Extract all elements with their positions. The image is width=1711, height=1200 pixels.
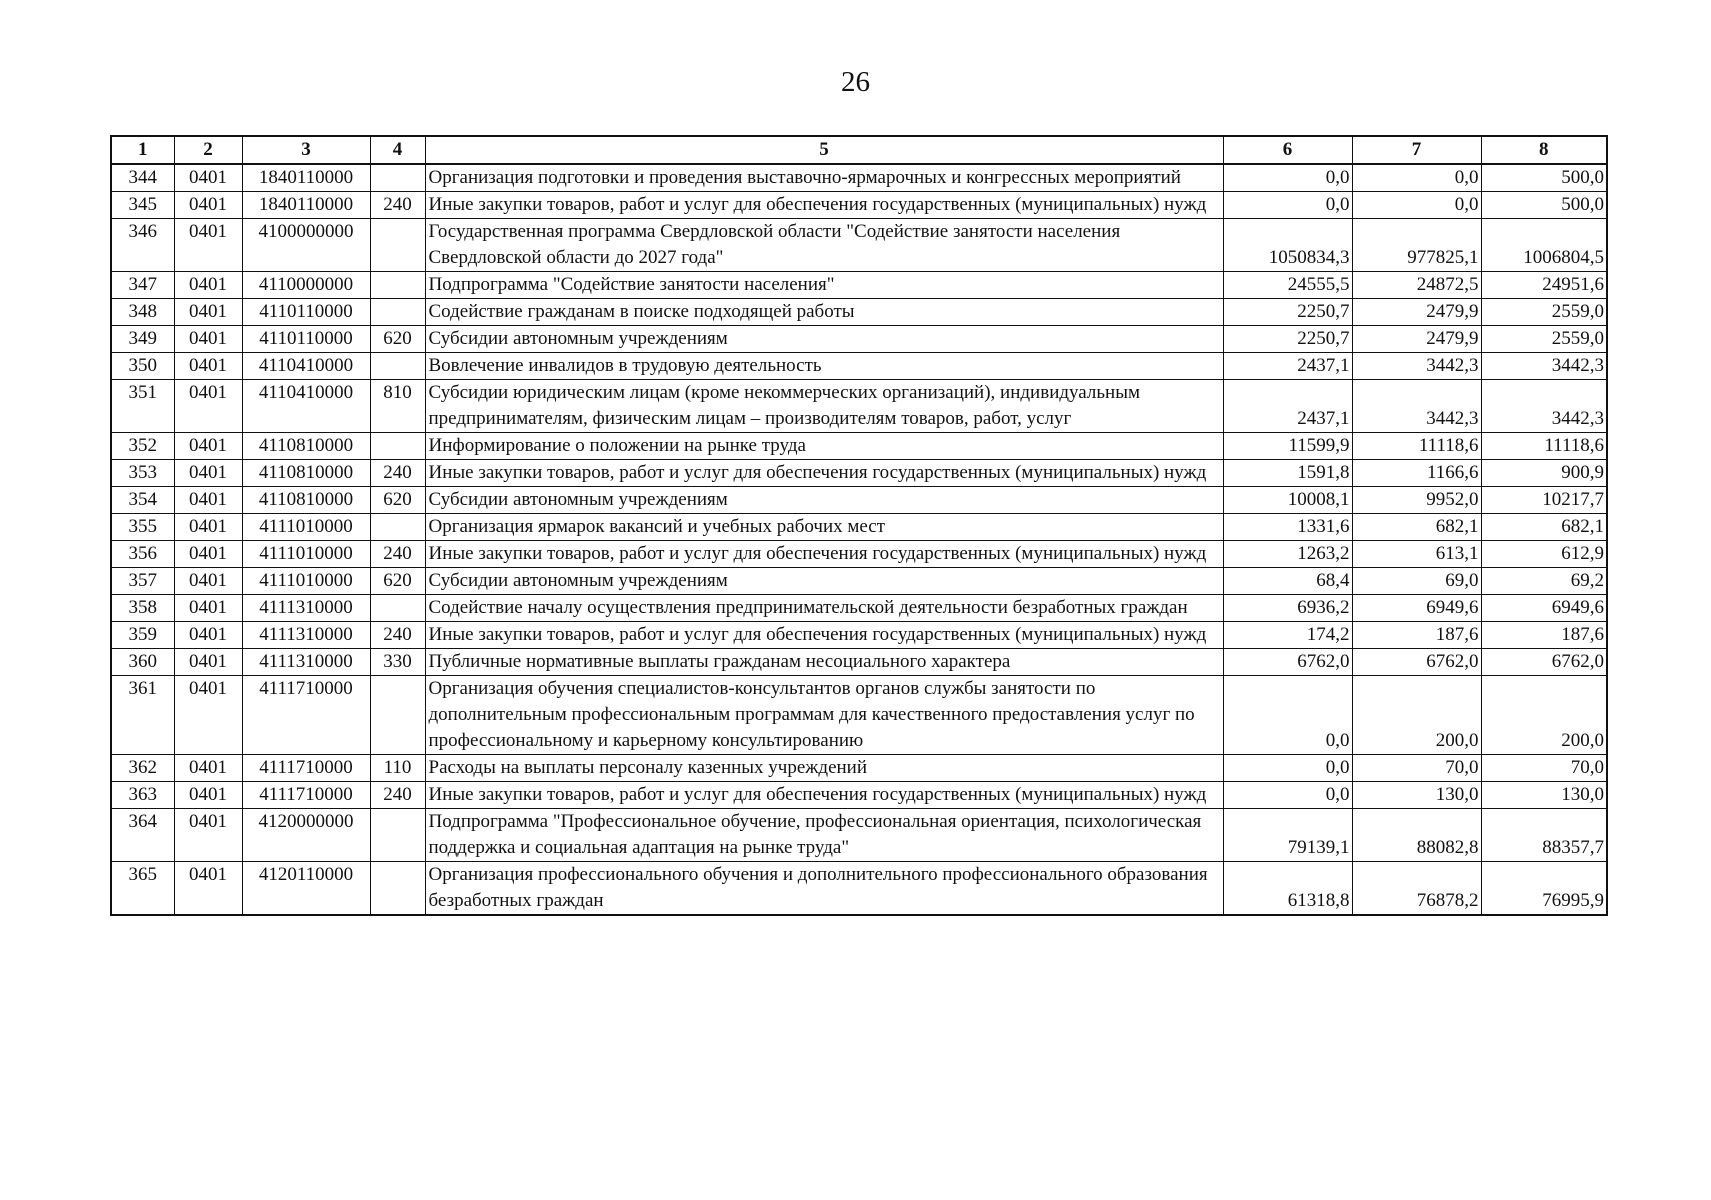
target-code-cell: 4110810000 <box>242 487 370 514</box>
table-body <box>111 164 1607 915</box>
amount-col8-cell: 187,6 <box>1481 622 1607 649</box>
table-row <box>111 622 1607 649</box>
column-header: 4 <box>370 136 425 164</box>
expense-type-cell <box>370 219 425 272</box>
row-number-cell: 361 <box>111 676 174 755</box>
item-name-cell: Субсидии автономным учреждениям <box>425 487 1223 514</box>
section-code-cell: 0401 <box>174 326 242 353</box>
amount-col6-cell: 2437,1 <box>1223 380 1352 433</box>
section-code-cell: 0401 <box>174 782 242 809</box>
row-number-cell: 346 <box>111 219 174 272</box>
amount-col7-cell: 613,1 <box>1352 541 1481 568</box>
expense-type-cell <box>370 676 425 755</box>
amount-col7-cell: 88082,8 <box>1352 809 1481 862</box>
row-number-cell: 351 <box>111 380 174 433</box>
expense-type-cell: 620 <box>370 568 425 595</box>
amount-col8-cell: 76995,9 <box>1481 862 1607 916</box>
item-name-cell: Иные закупки товаров, работ и услуг для обеспечения государственных (муниципальных) нужд <box>425 541 1223 568</box>
row-number-cell: 347 <box>111 272 174 299</box>
row-number-cell: 358 <box>111 595 174 622</box>
amount-col6-cell: 10008,1 <box>1223 487 1352 514</box>
target-code-cell: 4100000000 <box>242 219 370 272</box>
amount-col8-cell: 900,9 <box>1481 460 1607 487</box>
amount-col7-cell: 3442,3 <box>1352 353 1481 380</box>
table-row <box>111 326 1607 353</box>
budget-table <box>110 135 1608 916</box>
amount-col6-cell: 6762,0 <box>1223 649 1352 676</box>
section-code-cell: 0401 <box>174 676 242 755</box>
item-name-cell: Подпрограмма "Профессиональное обучение, профессиональная ориентация, психологическая поддержка и социальная адаптация на рынке труда" <box>425 809 1223 862</box>
amount-col7-cell: 70,0 <box>1352 755 1481 782</box>
table-row <box>111 164 1607 192</box>
item-name-cell: Расходы на выплаты персоналу казенных учреждений <box>425 755 1223 782</box>
amount-col8-cell: 3442,3 <box>1481 353 1607 380</box>
target-code-cell: 4111310000 <box>242 622 370 649</box>
expense-type-cell <box>370 862 425 916</box>
row-number-cell: 365 <box>111 862 174 916</box>
amount-col7-cell: 130,0 <box>1352 782 1481 809</box>
column-header: 6 <box>1223 136 1352 164</box>
table-row <box>111 192 1607 219</box>
table-row <box>111 809 1607 862</box>
amount-col8-cell: 130,0 <box>1481 782 1607 809</box>
table-row <box>111 676 1607 755</box>
item-name-cell: Организация подготовки и проведения выставочно-ярмарочных и конгрессных мероприятий <box>425 164 1223 192</box>
column-header: 3 <box>242 136 370 164</box>
target-code-cell: 4111010000 <box>242 568 370 595</box>
expense-type-cell <box>370 433 425 460</box>
amount-col6-cell: 1331,6 <box>1223 514 1352 541</box>
amount-col6-cell: 24555,5 <box>1223 272 1352 299</box>
amount-col6-cell: 0,0 <box>1223 192 1352 219</box>
expense-type-cell: 240 <box>370 460 425 487</box>
amount-col8-cell: 24951,6 <box>1481 272 1607 299</box>
amount-col8-cell: 3442,3 <box>1481 380 1607 433</box>
target-code-cell: 4111010000 <box>242 541 370 568</box>
amount-col6-cell: 2250,7 <box>1223 299 1352 326</box>
table-row <box>111 460 1607 487</box>
amount-col7-cell: 6949,6 <box>1352 595 1481 622</box>
row-number-cell: 356 <box>111 541 174 568</box>
row-number-cell: 344 <box>111 164 174 192</box>
table-row <box>111 433 1607 460</box>
target-code-cell: 4111710000 <box>242 676 370 755</box>
table-row <box>111 568 1607 595</box>
amount-col6-cell: 61318,8 <box>1223 862 1352 916</box>
header-row <box>111 136 1607 164</box>
row-number-cell: 349 <box>111 326 174 353</box>
expense-type-cell: 240 <box>370 541 425 568</box>
row-number-cell: 363 <box>111 782 174 809</box>
column-header: 1 <box>111 136 174 164</box>
expense-type-cell: 620 <box>370 487 425 514</box>
expense-type-cell <box>370 164 425 192</box>
row-number-cell: 350 <box>111 353 174 380</box>
table-row <box>111 514 1607 541</box>
expense-type-cell: 110 <box>370 755 425 782</box>
section-code-cell: 0401 <box>174 192 242 219</box>
amount-col8-cell: 2559,0 <box>1481 326 1607 353</box>
section-code-cell: 0401 <box>174 541 242 568</box>
amount-col7-cell: 977825,1 <box>1352 219 1481 272</box>
section-code-cell: 0401 <box>174 568 242 595</box>
amount-col7-cell: 2479,9 <box>1352 326 1481 353</box>
amount-col8-cell: 500,0 <box>1481 164 1607 192</box>
column-header: 5 <box>425 136 1223 164</box>
amount-col6-cell: 1591,8 <box>1223 460 1352 487</box>
amount-col8-cell: 2559,0 <box>1481 299 1607 326</box>
target-code-cell: 1840110000 <box>242 192 370 219</box>
section-code-cell: 0401 <box>174 353 242 380</box>
table-row <box>111 380 1607 433</box>
expense-type-cell: 240 <box>370 782 425 809</box>
amount-col7-cell: 76878,2 <box>1352 862 1481 916</box>
section-code-cell: 0401 <box>174 595 242 622</box>
amount-col6-cell: 6936,2 <box>1223 595 1352 622</box>
amount-col6-cell: 2437,1 <box>1223 353 1352 380</box>
amount-col8-cell: 612,9 <box>1481 541 1607 568</box>
amount-col6-cell: 0,0 <box>1223 755 1352 782</box>
table-row <box>111 649 1607 676</box>
expense-type-cell: 810 <box>370 380 425 433</box>
target-code-cell: 4110410000 <box>242 353 370 380</box>
target-code-cell: 4110810000 <box>242 460 370 487</box>
table-row <box>111 487 1607 514</box>
section-code-cell: 0401 <box>174 514 242 541</box>
expense-type-cell: 620 <box>370 326 425 353</box>
amount-col8-cell: 6949,6 <box>1481 595 1607 622</box>
amount-col7-cell: 682,1 <box>1352 514 1481 541</box>
amount-col8-cell: 70,0 <box>1481 755 1607 782</box>
amount-col8-cell: 10217,7 <box>1481 487 1607 514</box>
item-name-cell: Подпрограмма "Содействие занятости населения" <box>425 272 1223 299</box>
table-row <box>111 862 1607 916</box>
row-number-cell: 364 <box>111 809 174 862</box>
column-header: 7 <box>1352 136 1481 164</box>
target-code-cell: 4110110000 <box>242 299 370 326</box>
row-number-cell: 362 <box>111 755 174 782</box>
amount-col6-cell: 174,2 <box>1223 622 1352 649</box>
amount-col8-cell: 11118,6 <box>1481 433 1607 460</box>
amount-col7-cell: 187,6 <box>1352 622 1481 649</box>
item-name-cell: Иные закупки товаров, работ и услуг для обеспечения государственных (муниципальных) нужд <box>425 782 1223 809</box>
amount-col8-cell: 200,0 <box>1481 676 1607 755</box>
section-code-cell: 0401 <box>174 433 242 460</box>
target-code-cell: 4110110000 <box>242 326 370 353</box>
item-name-cell: Субсидии автономным учреждениям <box>425 326 1223 353</box>
amount-col7-cell: 69,0 <box>1352 568 1481 595</box>
page-number: 26 <box>841 66 870 98</box>
row-number-cell: 352 <box>111 433 174 460</box>
item-name-cell: Иные закупки товаров, работ и услуг для обеспечения государственных (муниципальных) нужд <box>425 192 1223 219</box>
section-code-cell: 0401 <box>174 460 242 487</box>
section-code-cell: 0401 <box>174 622 242 649</box>
amount-col7-cell: 1166,6 <box>1352 460 1481 487</box>
item-name-cell: Иные закупки товаров, работ и услуг для обеспечения государственных (муниципальных) нужд <box>425 460 1223 487</box>
row-number-cell: 353 <box>111 460 174 487</box>
amount-col7-cell: 3442,3 <box>1352 380 1481 433</box>
amount-col7-cell: 200,0 <box>1352 676 1481 755</box>
row-number-cell: 348 <box>111 299 174 326</box>
item-name-cell: Информирование о положении на рынке труда <box>425 433 1223 460</box>
expense-type-cell: 330 <box>370 649 425 676</box>
row-number-cell: 345 <box>111 192 174 219</box>
table-row <box>111 272 1607 299</box>
amount-col6-cell: 68,4 <box>1223 568 1352 595</box>
target-code-cell: 4110410000 <box>242 380 370 433</box>
target-code-cell: 4111710000 <box>242 782 370 809</box>
amount-col7-cell: 11118,6 <box>1352 433 1481 460</box>
target-code-cell: 1840110000 <box>242 164 370 192</box>
amount-col8-cell: 682,1 <box>1481 514 1607 541</box>
item-name-cell: Вовлечение инвалидов в трудовую деятельность <box>425 353 1223 380</box>
amount-col7-cell: 9952,0 <box>1352 487 1481 514</box>
amount-col8-cell: 69,2 <box>1481 568 1607 595</box>
column-header: 8 <box>1481 136 1607 164</box>
target-code-cell: 4120110000 <box>242 862 370 916</box>
table-row <box>111 595 1607 622</box>
amount-col6-cell: 2250,7 <box>1223 326 1352 353</box>
item-name-cell: Субсидии автономным учреждениям <box>425 568 1223 595</box>
item-name-cell: Организация обучения специалистов-консультантов органов службы занятости по дополнительным профессиональным программам для качественного предоставления услуг по профессиональному и карьерному консультированию <box>425 676 1223 755</box>
expense-type-cell <box>370 514 425 541</box>
amount-col8-cell: 88357,7 <box>1481 809 1607 862</box>
table-row <box>111 219 1607 272</box>
section-code-cell: 0401 <box>174 299 242 326</box>
column-header: 2 <box>174 136 242 164</box>
target-code-cell: 4111310000 <box>242 649 370 676</box>
amount-col7-cell: 0,0 <box>1352 192 1481 219</box>
amount-col6-cell: 11599,9 <box>1223 433 1352 460</box>
expense-type-cell <box>370 272 425 299</box>
amount-col6-cell: 1263,2 <box>1223 541 1352 568</box>
expense-type-cell <box>370 353 425 380</box>
amount-col7-cell: 0,0 <box>1352 164 1481 192</box>
target-code-cell: 4111710000 <box>242 755 370 782</box>
section-code-cell: 0401 <box>174 164 242 192</box>
row-number-cell: 360 <box>111 649 174 676</box>
row-number-cell: 359 <box>111 622 174 649</box>
item-name-cell: Субсидии юридическим лицам (кроме некоммерческих организаций), индивидуальным предпринимателям, физическим лицам – производителям товаров, работ, услуг <box>425 380 1223 433</box>
row-number-cell: 357 <box>111 568 174 595</box>
section-code-cell: 0401 <box>174 649 242 676</box>
table-row <box>111 353 1607 380</box>
row-number-cell: 354 <box>111 487 174 514</box>
section-code-cell: 0401 <box>174 862 242 916</box>
amount-col7-cell: 6762,0 <box>1352 649 1481 676</box>
item-name-cell: Организация профессионального обучения и дополнительного профессионального образования безработных граждан <box>425 862 1223 916</box>
table-row <box>111 541 1607 568</box>
amount-col6-cell: 79139,1 <box>1223 809 1352 862</box>
target-code-cell: 4120000000 <box>242 809 370 862</box>
expense-type-cell <box>370 595 425 622</box>
amount-col7-cell: 24872,5 <box>1352 272 1481 299</box>
expense-type-cell <box>370 299 425 326</box>
section-code-cell: 0401 <box>174 380 242 433</box>
amount-col6-cell: 0,0 <box>1223 676 1352 755</box>
item-name-cell: Содействие началу осуществления предпринимательской деятельности безработных граждан <box>425 595 1223 622</box>
item-name-cell: Содействие гражданам в поиске подходящей работы <box>425 299 1223 326</box>
section-code-cell: 0401 <box>174 487 242 514</box>
table-row <box>111 755 1607 782</box>
item-name-cell: Публичные нормативные выплаты гражданам несоциального характера <box>425 649 1223 676</box>
target-code-cell: 4110000000 <box>242 272 370 299</box>
target-code-cell: 4110810000 <box>242 433 370 460</box>
expense-type-cell: 240 <box>370 622 425 649</box>
target-code-cell: 4111010000 <box>242 514 370 541</box>
section-code-cell: 0401 <box>174 219 242 272</box>
amount-col8-cell: 6762,0 <box>1481 649 1607 676</box>
amount-col8-cell: 1006804,5 <box>1481 219 1607 272</box>
section-code-cell: 0401 <box>174 755 242 782</box>
amount-col6-cell: 0,0 <box>1223 164 1352 192</box>
expense-type-cell <box>370 809 425 862</box>
amount-col6-cell: 0,0 <box>1223 782 1352 809</box>
section-code-cell: 0401 <box>174 809 242 862</box>
row-number-cell: 355 <box>111 514 174 541</box>
section-code-cell: 0401 <box>174 272 242 299</box>
amount-col8-cell: 500,0 <box>1481 192 1607 219</box>
amount-col7-cell: 2479,9 <box>1352 299 1481 326</box>
item-name-cell: Организация ярмарок вакансий и учебных рабочих мест <box>425 514 1223 541</box>
table-row <box>111 782 1607 809</box>
amount-col6-cell: 1050834,3 <box>1223 219 1352 272</box>
table-row <box>111 299 1607 326</box>
item-name-cell: Государственная программа Свердловской области "Содействие занятости населения Свердловской области до 2027 года" <box>425 219 1223 272</box>
item-name-cell: Иные закупки товаров, работ и услуг для обеспечения государственных (муниципальных) нужд <box>425 622 1223 649</box>
target-code-cell: 4111310000 <box>242 595 370 622</box>
expense-type-cell: 240 <box>370 192 425 219</box>
